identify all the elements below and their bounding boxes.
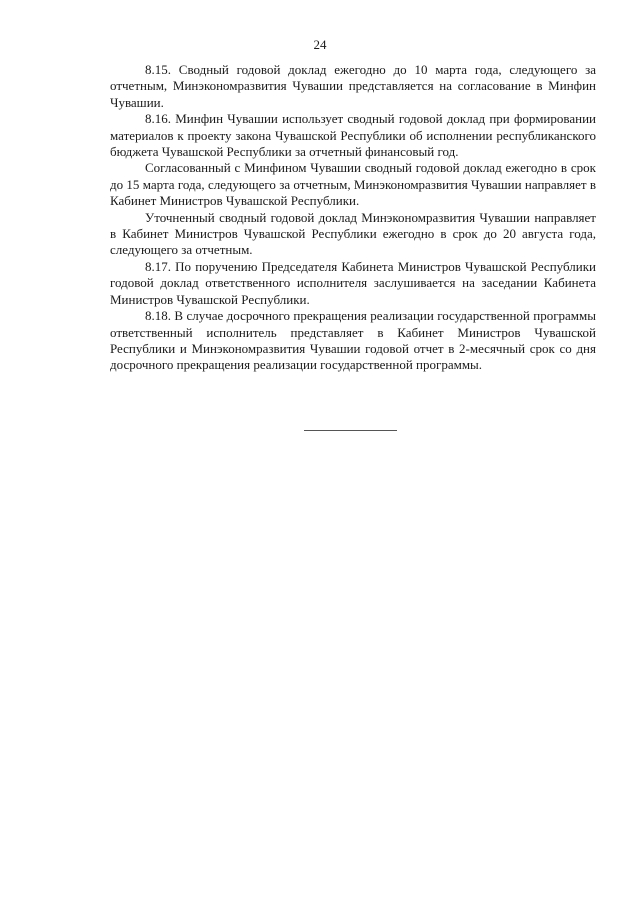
paragraph-8-17: 8.17. По поручению Председателя Кабинета Министров Чувашской Республики годовой доклад ответственного исполнителя заслушивается на заседании Кабинета Министров Чувашской Республики. (110, 258, 596, 307)
paragraph-8-16: 8.16. Минфин Чувашии использует сводный годовой доклад при формировании материалов к проекту закона Чувашской Республики об исполнении республиканского бюджета Чувашской Республики за отчетный финансовый год. (110, 111, 596, 160)
paragraph-agreed-report: Согласованный с Минфином Чувашии сводный годовой доклад ежегодно в срок до 15 марта года, следующего за отчетным, Минэкономразвития Чувашии направляет в Кабинет Министров Чувашской Республики. (110, 160, 596, 209)
paragraph-8-18: 8.18. В случае досрочного прекращения реализации государственной программы ответственный исполнитель представляет в Кабинет Министров Чувашской Республики и Минэкономразвития Чувашии годовой отчет в 2-месячный срок со дня досрочного прекращения реализации государственной программы. (110, 308, 596, 373)
page-number: 24 (313, 37, 327, 52)
body-text (110, 62, 596, 374)
end-separator-line (304, 430, 397, 431)
paragraph-refined-report: Уточненный сводный годовой доклад Минэкономразвития Чувашии направляет в Кабинет Министров Чувашской Республики ежегодно в срок до 20 августа года, следующего за отчетным. (110, 209, 596, 258)
paragraph-8-15: 8.15. Сводный годовой доклад ежегодно до 10 марта года, следующего за отчетным, Минэкономразвития Чувашии представляется на согласование в Минфин Чувашии. (110, 62, 596, 110)
